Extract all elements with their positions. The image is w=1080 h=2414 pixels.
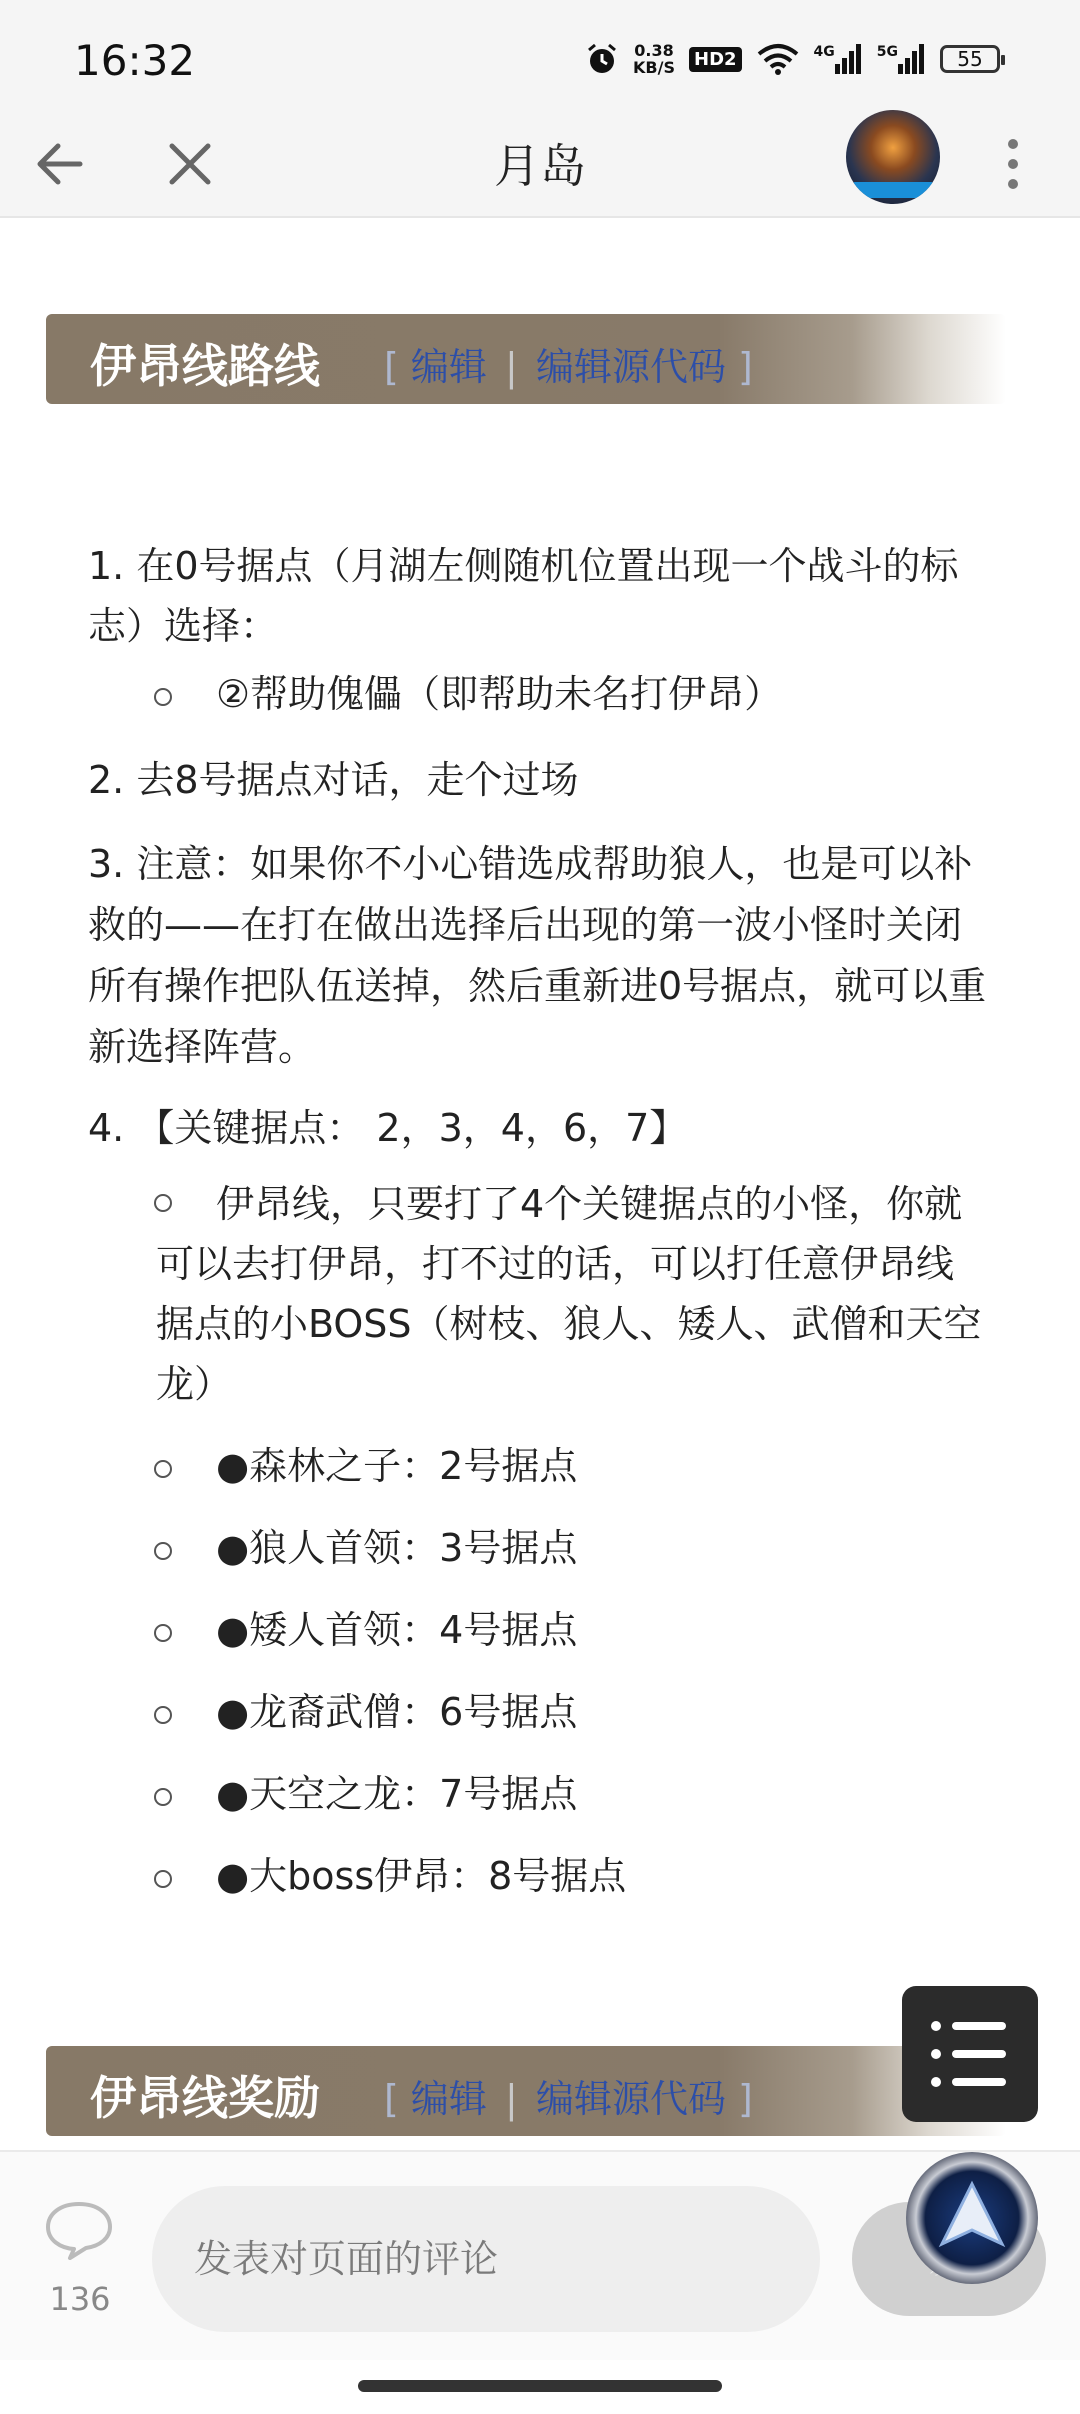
signal-4g [814, 44, 863, 74]
status-time: 16:32 [74, 36, 196, 85]
section-header-reward [46, 2046, 1006, 2136]
section-edit-links [384, 2068, 753, 2123]
app-bar [0, 110, 1080, 218]
link-divider: | [505, 2077, 518, 2121]
signal-bars-icon [835, 44, 863, 74]
bullet-circle [154, 1460, 172, 1478]
section-edit-links [384, 336, 753, 391]
edit-source-link[interactable]: 编辑源代码 [535, 345, 726, 389]
list-item: 3. 注意：如果你不小心错选成帮助狼人，也是可以补救的——在打在做出选择后出现的第一波小怪时关闭所有操作把队伍送掉，然后重新进0号据点，就可以重新选择阵营。 [88, 842, 987, 1069]
bullet-circle [154, 1788, 172, 1806]
edit-link[interactable]: 编辑 [410, 345, 487, 389]
bullet-circle [154, 1706, 172, 1724]
net-speed-unit: KB/S [633, 58, 675, 77]
boss-list-item: ●狼人首领：3号据点 [216, 1526, 578, 1570]
more-vertical-icon[interactable] [988, 132, 1038, 196]
signal-bars-icon [898, 44, 926, 74]
arrow-up-logo-icon [906, 2152, 1038, 2284]
boss-list-item: ●大boss伊昂：8号据点 [216, 1854, 627, 1898]
net-speed-value: 0.38 [634, 41, 674, 60]
hd-badge: HD2 [689, 47, 742, 72]
list-item: 2. 去8号据点对话，走个过场 [88, 758, 579, 802]
status-icons [585, 42, 1000, 76]
boss-list-item: ●天空之龙：7号据点 [216, 1772, 578, 1816]
section-title: 伊昂线奖励 [90, 2071, 320, 2125]
home-indicator [358, 2380, 722, 2392]
link-divider: | [505, 345, 518, 389]
bullet-circle [154, 1624, 172, 1642]
boss-list-item: ●龙裔武僧：6号据点 [216, 1690, 578, 1734]
bullet-circle [154, 1542, 172, 1560]
boss-list-item: ●矮人首领：4号据点 [216, 1608, 578, 1652]
net-speed [633, 42, 675, 76]
bracket-close: ] [738, 2077, 753, 2121]
bullet-circle [154, 1870, 172, 1888]
list-icon [902, 1986, 1038, 2122]
boss-list-item: ●森林之子：2号据点 [216, 1444, 578, 1488]
status-bar [0, 0, 1080, 110]
comment-count: 136 [49, 2280, 111, 2318]
bracket-open: [ [384, 345, 399, 389]
edit-link[interactable]: 编辑 [410, 2077, 487, 2121]
battery-indicator: 55 [940, 45, 1000, 73]
section-title: 伊昂线路线 [90, 339, 320, 393]
signal-5g [877, 44, 926, 74]
alarm-icon [585, 42, 619, 76]
assistant-orb-button[interactable] [906, 2152, 1038, 2284]
bracket-open: [ [384, 2077, 399, 2121]
comment-icon[interactable] [44, 2200, 114, 2262]
edit-source-link[interactable]: 编辑源代码 [535, 2077, 726, 2121]
list-item: 4. 【关键据点： 2，3，4，6，7】 [88, 1106, 688, 1150]
comment-input[interactable] [152, 2186, 820, 2332]
avatar[interactable] [846, 110, 940, 204]
list-item: 1. 在0号据点（月湖左侧随机位置出现一个战斗的标志）选择： [88, 544, 959, 648]
section-header-route [46, 314, 1006, 404]
signal-5g-label: 5G [876, 44, 898, 60]
avatar-badge [852, 182, 934, 198]
toc-button[interactable] [902, 1986, 1038, 2122]
wifi-icon [756, 42, 800, 76]
page-content[interactable] [0, 218, 1080, 2150]
signal-4g-label: 4G [813, 44, 835, 60]
bullet-circle [154, 688, 172, 706]
bracket-close: ] [738, 345, 753, 389]
page-title: 月岛 [494, 139, 586, 193]
list-sub-item: 伊昂线，只要打了4个关键据点的小怪，你就可以去打伊昂，打不过的话，可以打任意伊昂线据点的小BOSS（树枝、狼人、矮人、武僧和天空龙） [156, 1182, 982, 1406]
list-sub-item: ②帮助傀儡（即帮助未名打伊昂） [216, 672, 783, 716]
